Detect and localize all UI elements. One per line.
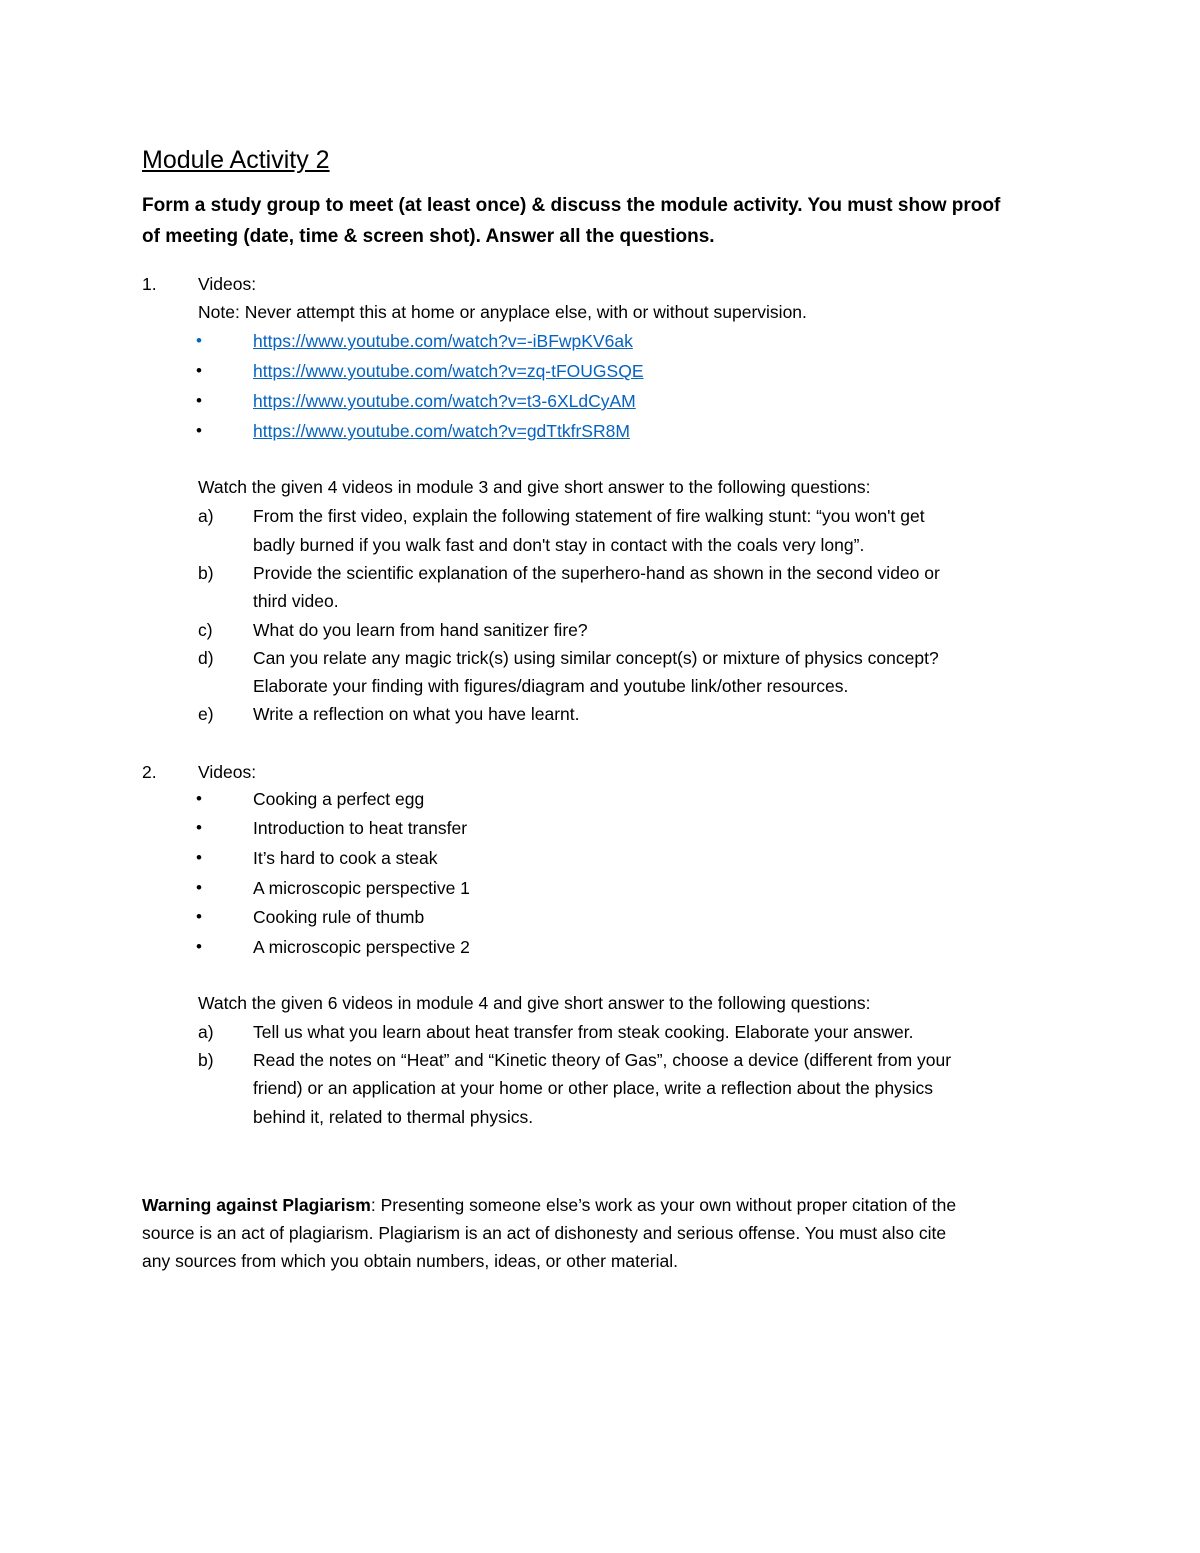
question-label: a) [198,506,214,526]
warning-text: : Presenting someone else’s work as your own without proper citation of the [370,1195,957,1215]
page-title: Module Activity 2 [142,146,330,174]
bullet-icon: • [196,391,202,410]
video-link-2[interactable]: https://www.youtube.com/watch?v=zq-tFOUGSQE [253,361,644,381]
question-text: third video. [253,591,339,611]
question-text: Elaborate your finding with figures/diagram and youtube link/other resources. [253,676,849,696]
question-label: e) [198,704,214,724]
question-text: Provide the scientific explanation of the superhero-hand as shown in the second video or [253,563,940,583]
section-1-prompt: Watch the given 4 videos in module 3 and give short answer to the following questions: [198,477,871,497]
question-text: Read the notes on “Heat” and “Kinetic theory of Gas”, choose a device (different from your [253,1050,952,1070]
bullet-icon: • [196,789,202,808]
video-title: Cooking rule of thumb [253,907,425,927]
video-title: A microscopic perspective 2 [253,937,470,957]
question-text: friend) or an application at your home or other place, write a reflection about the physics [253,1078,933,1098]
question-text: From the first video, explain the following statement of fire walking stunt: “you won't get [253,506,925,526]
video-title: Introduction to heat transfer [253,818,468,838]
section-2-heading: Videos: [198,762,257,782]
warning-line-1 [142,1195,956,1216]
section-1-number: 1. [142,274,157,294]
intro-line-2: of meeting (date, time & screen shot). Answer all the questions. [142,226,715,247]
question-text: Can you relate any magic trick(s) using similar concept(s) or mixture of physics concept? [253,648,939,668]
question-text: badly burned if you walk fast and don't stay in contact with the coals very long”. [253,535,865,555]
video-link-4[interactable]: https://www.youtube.com/watch?v=gdTtkfrSR8M [253,421,630,441]
question-text: What do you learn from hand sanitizer fire? [253,620,588,640]
question-label: d) [198,648,214,668]
section-1-note: Note: Never attempt this at home or anyplace else, with or without supervision. [198,302,807,322]
bullet-icon: • [196,331,202,350]
question-label: a) [198,1022,214,1042]
section-1-heading: Videos: [198,274,257,294]
bullet-icon: • [196,878,202,897]
bullet-icon: • [196,361,202,380]
question-text: Tell us what you learn about heat transfer from steak cooking. Elaborate your answer. [253,1022,914,1042]
warning-label: Warning against Plagiarism [142,1195,371,1215]
section-2-number: 2. [142,762,157,782]
question-label: b) [198,563,214,583]
video-link-1[interactable]: https://www.youtube.com/watch?v=-iBFwpKV6ak [253,331,633,351]
bullet-icon: • [196,421,202,440]
warning-line-3: any sources from which you obtain numbers, ideas, or other material. [142,1251,678,1271]
video-title: Cooking a perfect egg [253,789,425,809]
question-label: c) [198,620,213,640]
bullet-icon: • [196,818,202,837]
question-text: Write a reflection on what you have learnt. [253,704,580,724]
video-title: It’s hard to cook a steak [253,848,438,868]
bullet-icon: • [196,848,202,867]
bullet-icon: • [196,937,202,956]
question-label: b) [198,1050,214,1070]
video-link-3[interactable]: https://www.youtube.com/watch?v=t3-6XLdCyAM [253,391,636,411]
video-title: A microscopic perspective 1 [253,878,470,898]
section-2-prompt: Watch the given 6 videos in module 4 and give short answer to the following questions: [198,993,871,1013]
bullet-icon: • [196,907,202,926]
question-text: behind it, related to thermal physics. [253,1107,534,1127]
warning-line-2: source is an act of plagiarism. Plagiarism is an act of dishonesty and serious offense. You must also cite [142,1223,947,1243]
intro-line-1: Form a study group to meet (at least once) & discuss the module activity. You must show proof [142,195,1001,216]
